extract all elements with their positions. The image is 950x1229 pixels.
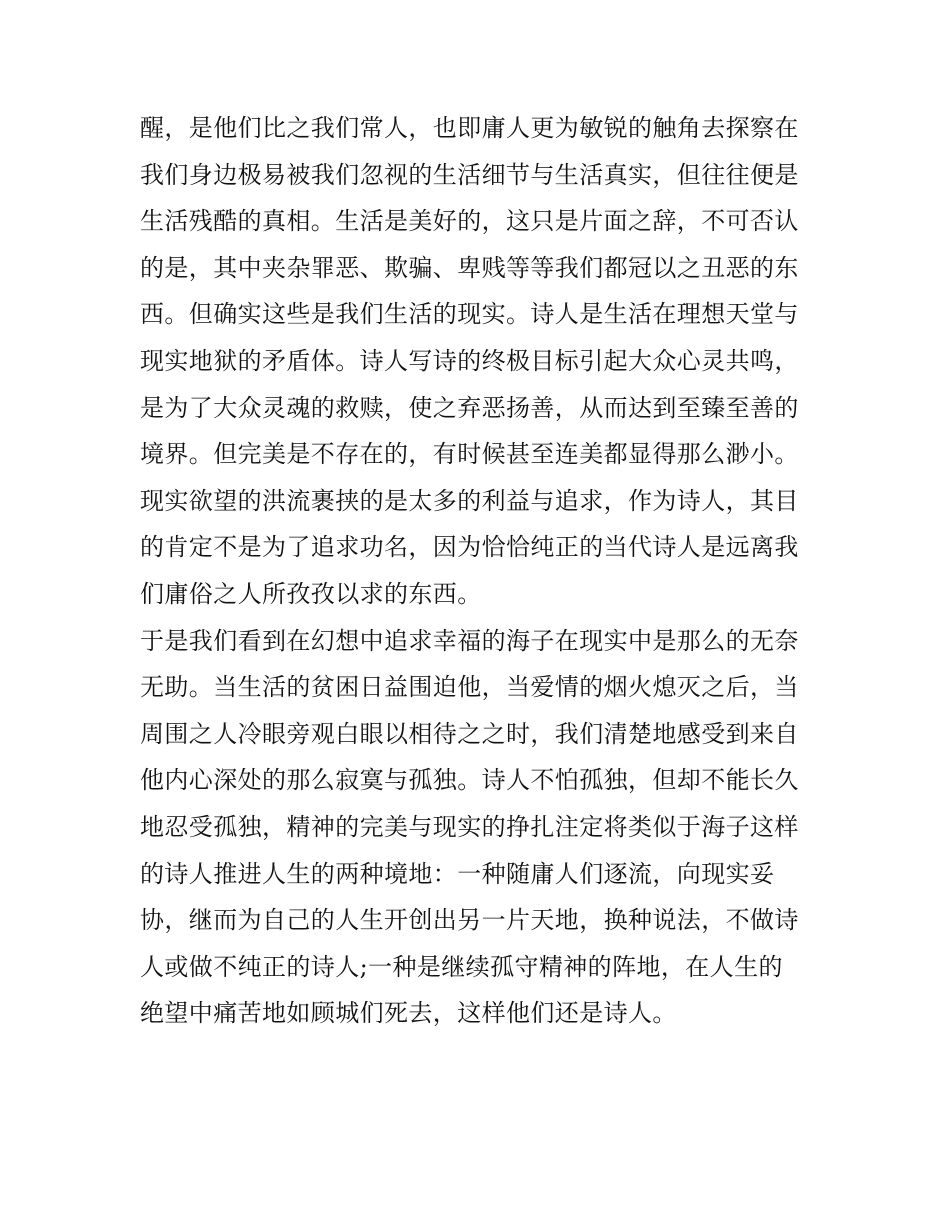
text-line: 周围之人冷眼旁观白眼以相待之之时，我们清楚地感受到来自 <box>140 719 799 748</box>
text-line: 境界。但完美是不存在的，有时候甚至连美都显得那么渺小。 <box>140 440 799 469</box>
text-line: 生活残酷的真相。生活是美好的，这只是片面之辞，不可否认 <box>140 207 799 236</box>
text-line: 是为了大众灵魂的救赎，使之弃恶扬善，从而达到至臻至善的 <box>140 393 799 422</box>
text-line: 的是，其中夹杂罪恶、欺骗、卑贱等等我们都冠以之丑恶的东 <box>140 253 799 282</box>
text-line: 的诗人推进人生的两种境地：一种随庸人们逐流，向现实妥 <box>140 859 775 888</box>
text-line: 于是我们看到在幻想中追求幸福的海子在现实中是那么的无奈 <box>140 626 799 655</box>
text-line: 他内心深处的那么寂寞与孤独。诗人不怕孤独，但却不能长久 <box>140 766 799 795</box>
text-line: 现实地狱的矛盾体。诗人写诗的终极目标引起大众心灵共鸣， <box>140 346 799 375</box>
body-text <box>140 105 830 1037</box>
text-line: 协，继而为自己的人生开创出另一片天地，换种说法，不做诗 <box>140 906 799 935</box>
text-line: 们庸俗之人所孜孜以求的东西。 <box>140 579 482 608</box>
text-line: 地忍受孤独，精神的完美与现实的挣扎注定将类似于海子这样 <box>140 812 799 841</box>
text-line: 人或做不纯正的诗人;一种是继续孤守精神的阵地，在人生的 <box>140 952 783 981</box>
text-line: 的肯定不是为了追求功名，因为恰恰纯正的当代诗人是远离我 <box>140 533 799 562</box>
text-line: 无助。当生活的贫困日益围迫他，当爱情的烟火熄灭之后，当 <box>140 673 799 702</box>
text-line: 现实欲望的洪流裹挟的是太多的利益与追求，作为诗人，其目 <box>140 486 799 515</box>
text-line: 我们身边极易被我们忽视的生活细节与生活真实，但往往便是 <box>140 160 799 189</box>
text-line: 醒，是他们比之我们常人，也即庸人更为敏锐的触角去探察在 <box>140 114 799 142</box>
text-line: 绝望中痛苦地如顾城们死去，这样他们还是诗人。 <box>140 999 677 1028</box>
text-line: 西。但确实这些是我们生活的现实。诗人是生活在理想天堂与 <box>140 300 799 329</box>
